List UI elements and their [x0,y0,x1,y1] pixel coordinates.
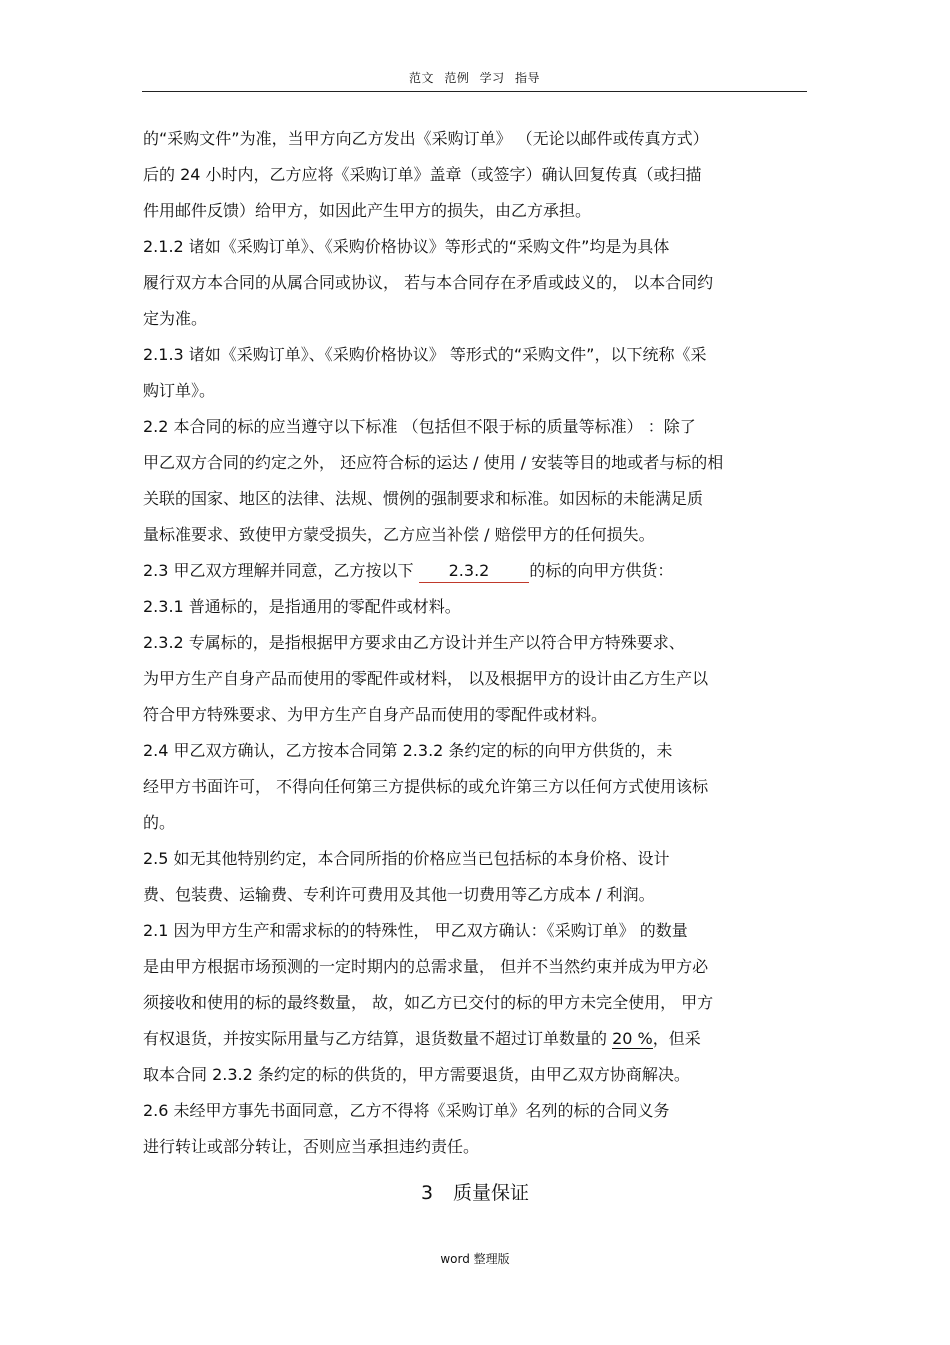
text-line: 2.1.2 诸如《采购订单》、《采购价格协议》等形式的“采购文件”均是为具体 [143,237,670,256]
text-line: 须接收和使用的标的最终数量， 故，如乙方已交付的标的甲方未完全使用， 甲方 [143,993,714,1012]
text-line: 2.1.3 诸如《采购订单》、《采购价格协议》 等形式的“采购文件”，以下统称《采 [143,345,707,364]
text-line: 2.3.2 专属标的，是指根据甲方要求由乙方设计并生产以符合甲方特殊要求、 [143,633,685,652]
clause-2-3-line [143,553,808,589]
text-line: 关联的国家、地区的法律、法规、惯例的强制要求和标准。如因标的未能满足质 [143,489,704,508]
filled-blank: 2.3.2 [419,560,530,583]
text-line: 2.3.1 普通标的，是指通用的零配件或材料。 [143,597,461,616]
text-line: 2.6 未经甲方事先书面同意，乙方不得将《采购订单》名列的标的合同义务 [143,1101,670,1120]
text-line: 的“采购文件”为准，当甲方向乙方发出《采购订单》 （无论以邮件或传真方式） [143,129,709,148]
text-line: 2.4 甲乙双方确认，乙方按本合同第 2.3.2 条约定的标的向甲方供货的，未 [143,741,673,760]
text-line: 履行双方本合同的从属合同或协议， 若与本合同存在矛盾或歧义的， 以本合同约 [143,273,714,292]
text-line: 量标准要求、致使甲方蒙受损失，乙方应当补偿 / 赔偿甲方的任何损失。 [143,525,655,544]
text-line: 符合甲方特殊要求、为甲方生产自身产品而使用的零配件或材料。 [143,705,608,724]
refund-tail: ，但采 [652,1029,701,1048]
text-line: 2.5 如无其他特别约定，本合同所指的价格应当已包括标的本身价格、设计 [143,849,670,868]
text-line: 为甲方生产自身产品而使用的零配件或材料， 以及根据甲方的设计由乙方生产以 [143,669,709,688]
text-line: 甲乙双方合同的约定之外， 还应符合标的运达 / 使用 / 安装等目的地或者与标的相 [143,453,724,472]
header-text: 范文 范例 学习 指导 [409,71,540,85]
text-line: 费、包装费、运输费、专利许可费用及其他一切费用等乙方成本 / 利润。 [143,885,655,904]
text-line: 定为准。 [143,309,208,328]
text-line: 取本合同 2.3.2 条约定的标的供货的，甲方需要退货，由甲乙双方协商解决。 [143,1065,690,1084]
section-heading [0,1178,950,1208]
clause-2-3-tail: 的标的向甲方供货： [529,561,674,580]
refund-line [143,1021,808,1057]
text-line: 购订单》。 [143,381,216,400]
text-line: 后的 24 小时内，乙方应将《采购订单》盖章（或签字）确认回复传真（或扫描 [143,165,702,184]
clause-2-3-text: 2.3 甲乙双方理解并同意，乙方按以下 [143,561,419,580]
refund-text: 有权退货，并按实际用量与乙方结算，退货数量不超过订单数量的 [143,1029,613,1048]
text-line: 的。 [143,813,176,832]
page-footer: word 整理版 [440,1252,510,1266]
text-line: 经甲方书面许可， 不得向任何第三方提供标的或允许第三方以任何方式使用该标 [143,777,709,796]
text-line: 2.1 因为甲方生产和需求标的的特殊性， 甲乙双方确认：《采购订单》 的数量 [143,921,688,940]
text-line: 件用邮件反馈）给甲方，如因此产生甲方的损失，由乙方承担。 [143,201,592,220]
section-title: 质量保证 [453,1182,530,1204]
page-header [142,67,807,92]
section-number: 3 [420,1182,434,1204]
document-body [143,121,808,1165]
refund-percentage: 20 % [612,1029,653,1048]
text-line: 2.2 本合同的标的应当遵守以下标准 （包括但不限于标的质量等标准） ：除了 [143,417,696,436]
text-line: 进行转让或部分转让，否则应当承担违约责任。 [143,1137,480,1156]
text-line: 是由甲方根据市场预测的一定时期内的总需求量， 但并不当然约束并成为甲方必 [143,957,709,976]
